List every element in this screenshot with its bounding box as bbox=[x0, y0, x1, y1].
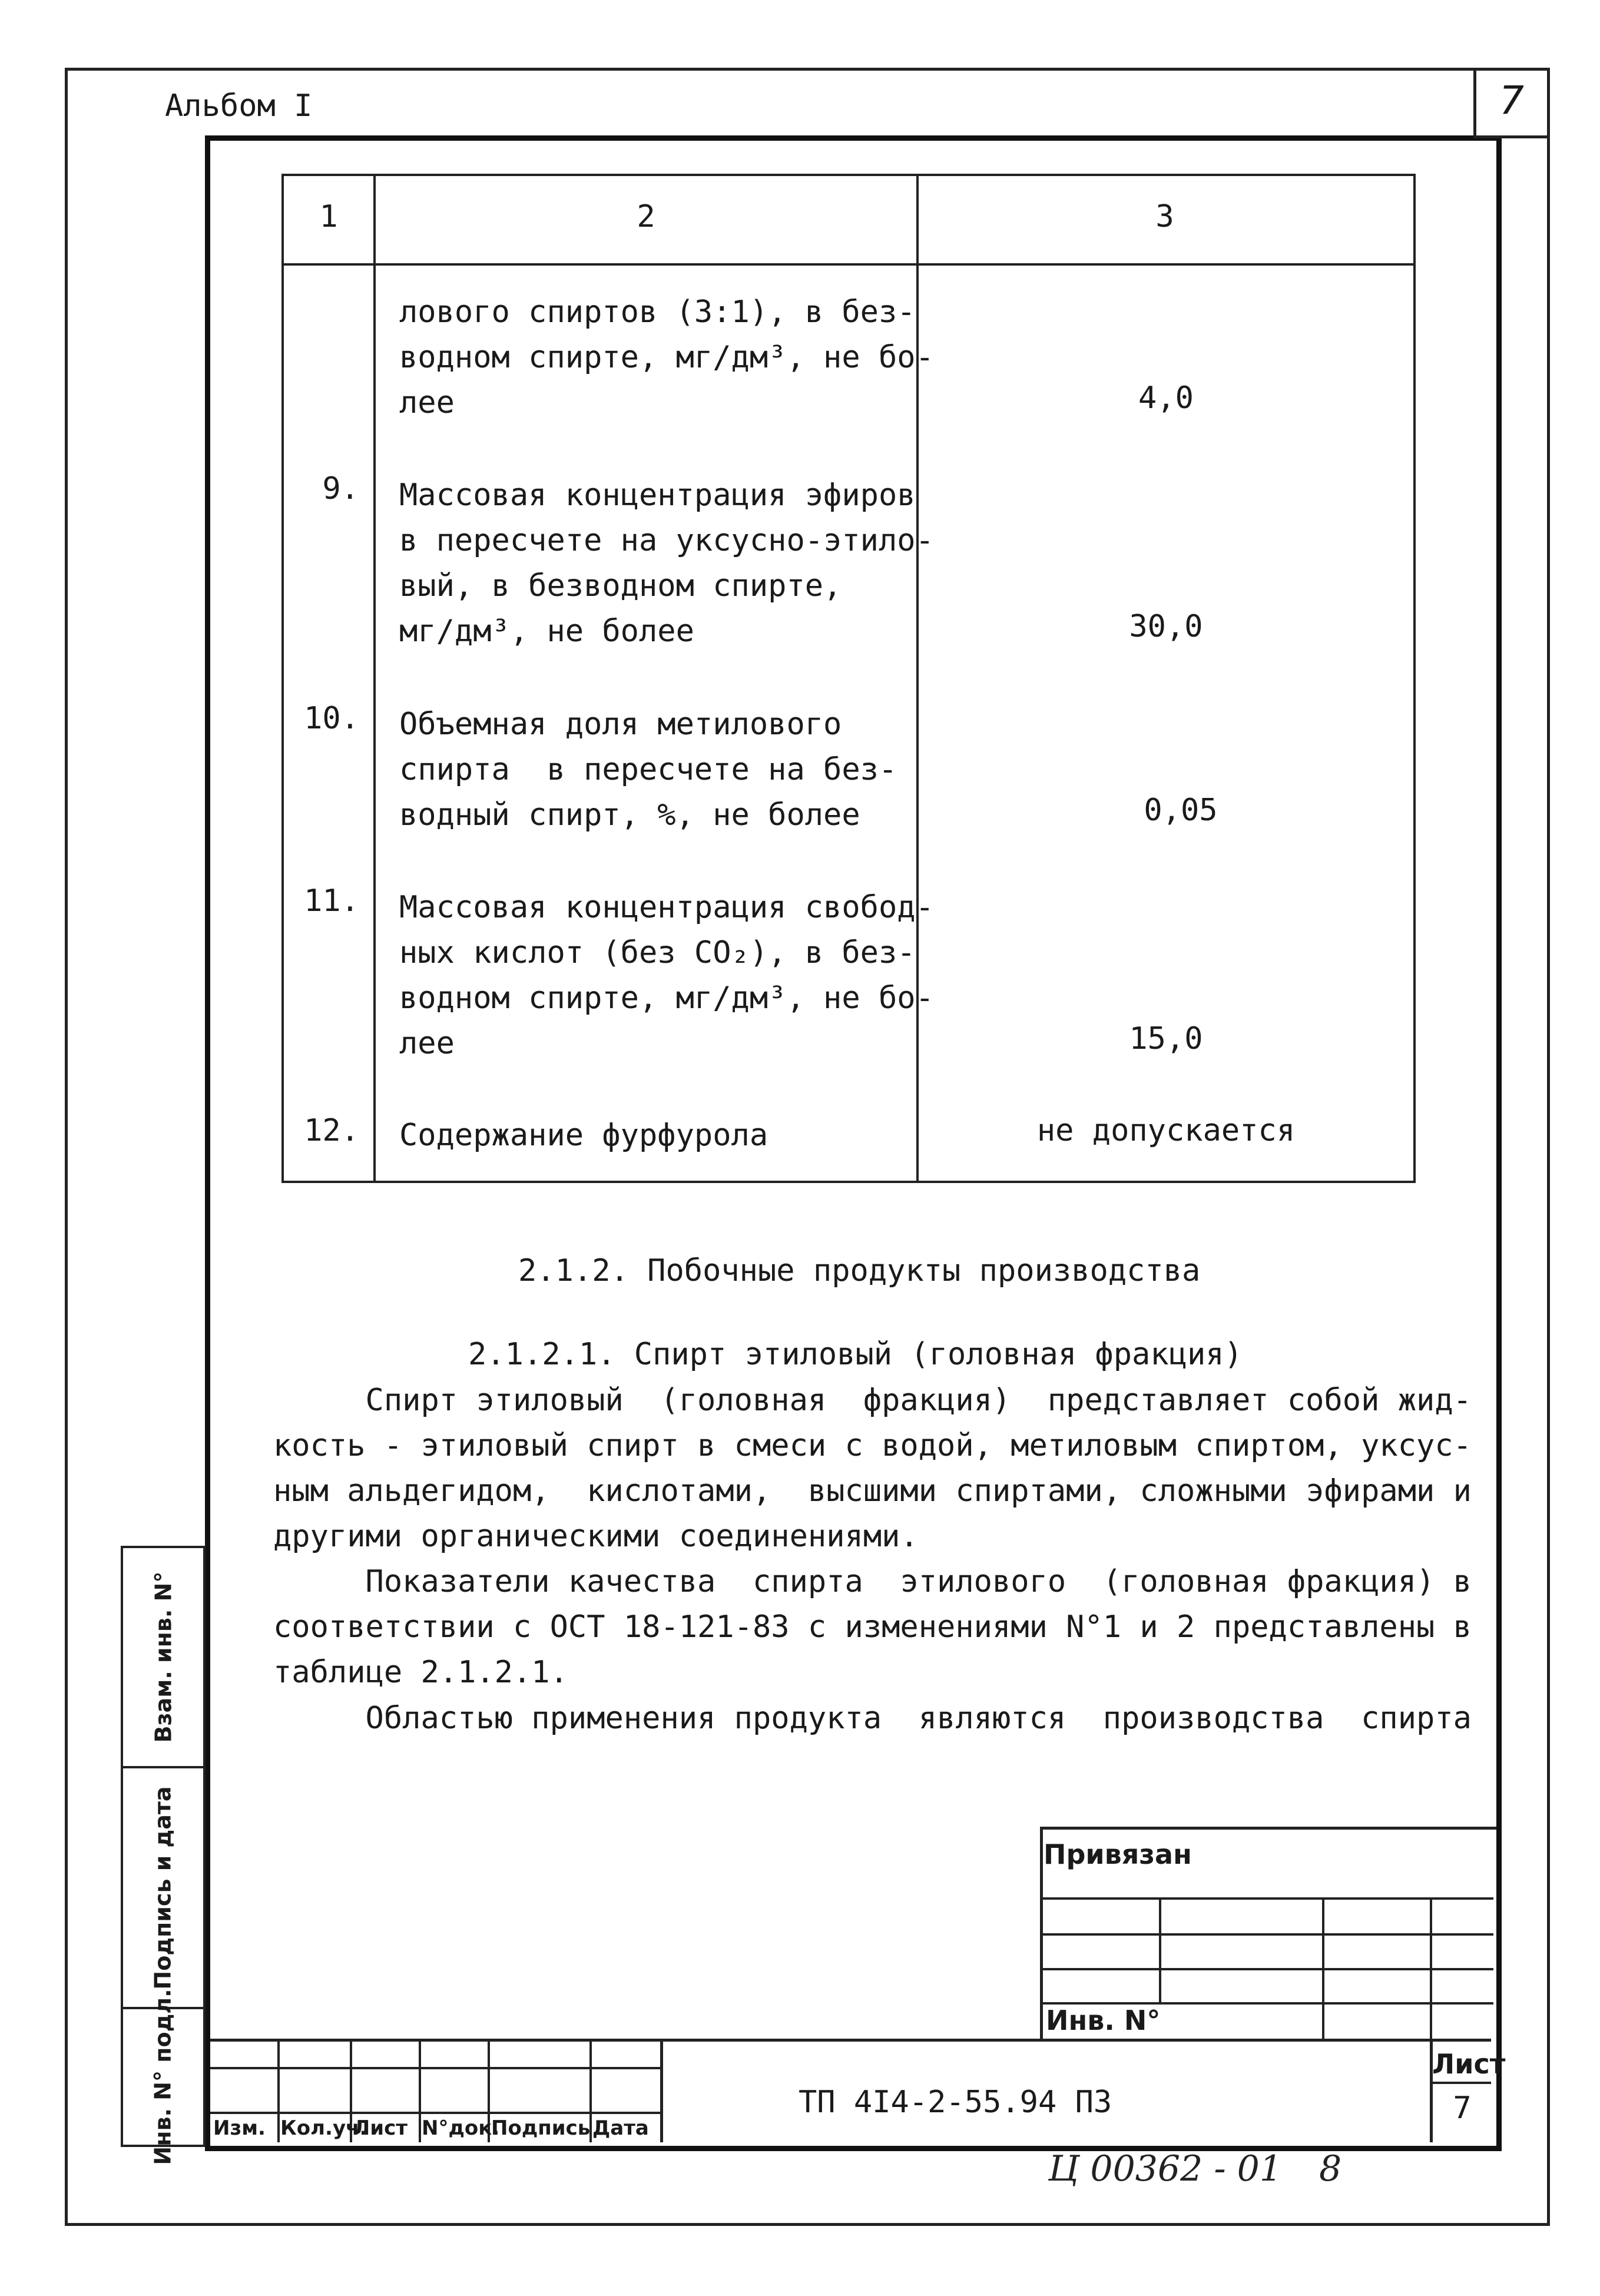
sheet-label: Лист bbox=[1432, 2048, 1506, 2080]
page-number-corner: 7 bbox=[1473, 68, 1547, 138]
col-label-sheet: Лист bbox=[353, 2116, 408, 2140]
table-row-4-text: Содержание фурфурола bbox=[399, 1118, 768, 1153]
table-header-divider bbox=[281, 263, 1413, 266]
section-heading-2-1-2-1: 2.1.2.1. Спирт этиловый (головная фракция) bbox=[468, 1337, 1243, 1372]
table-row-4-num: 12. bbox=[304, 1113, 359, 1148]
table-row-3-value: 15,0 bbox=[1129, 1021, 1203, 1056]
table-row-3-text: Массовая концентрация свобод- ных кислот (без CO₂), в без- водном спирте, мг/дм³, не бо- лее bbox=[399, 890, 934, 1061]
col-label-qty: Кол.уч. bbox=[280, 2116, 367, 2140]
paragraph-quality: Показатели качества спирта этилового (головная фракция) в соответствии с ОСТ 18-121-83 с изменениями N°1 и 2 представлены в таблице 2.1.2.1. bbox=[273, 1564, 1472, 1690]
album-label: Альбом I bbox=[165, 88, 313, 124]
table-row-1-num: 9. bbox=[322, 471, 359, 506]
table-header-col1: 1 bbox=[319, 199, 338, 234]
sheet-number: 7 bbox=[1453, 2090, 1472, 2126]
paragraph-application: Областью применения продукта являются производства спирта bbox=[273, 1701, 1472, 1736]
table-row-1-text: Массовая концентрация эфиров в пересчете на уксусно-этило- вый, в безводном спирте, мг/дм³, не более bbox=[399, 478, 934, 649]
table-row-2-num: 10. bbox=[304, 701, 359, 736]
inv-label: Инв. N° bbox=[1046, 2005, 1161, 2036]
table-header-col3: 3 bbox=[1155, 199, 1174, 234]
bound-label: Привязан bbox=[1044, 1838, 1192, 1870]
handwritten-archive-code: Ц 00362 - 01 bbox=[1048, 2148, 1283, 2189]
stamp-original-inv: Инв. N° подл. bbox=[121, 2007, 206, 2147]
section-heading-2-1-2: 2.1.2. Побочные продукты производства bbox=[518, 1253, 1201, 1288]
table-row-0-value: 4,0 bbox=[1138, 380, 1194, 416]
table-row-2-text: Объемная доля метилового спирта в пересчете на без- водный спирт, %, не более bbox=[399, 707, 897, 833]
col-label-signature: Подпись bbox=[491, 2116, 591, 2140]
table-row-4-value: не допускается bbox=[1036, 1113, 1296, 1148]
table-row-3-num: 11. bbox=[304, 883, 359, 919]
paragraph-description: Спирт этиловый (головная фракция) представляет собой жид- кость - этиловый спирт в смеси с водой, метиловым спиртом, уксус- ным альдегидом, кислотами, высшими спиртами, сложными эфирами и другими органическими соединениями. bbox=[273, 1383, 1472, 1554]
table-col-divider-1 bbox=[373, 174, 376, 1181]
table-row-2-value: 0,05 bbox=[1144, 793, 1218, 828]
col-label-date: Дата bbox=[592, 2116, 649, 2140]
table-row-0-text: лового спиртов (3:1), в без- водном спирте, мг/дм³, не бо- лее bbox=[399, 294, 934, 420]
table-row-1-value: 30,0 bbox=[1129, 609, 1203, 644]
document-designation: ТП 4I4-2-55.94 ПЗ bbox=[799, 2085, 1112, 2120]
col-label-change: Изм. bbox=[213, 2116, 266, 2140]
stamp-signature-date: Подпись и дата bbox=[121, 1766, 206, 2009]
col-label-doc: N°док. bbox=[422, 2116, 500, 2140]
table-header-col2: 2 bbox=[637, 199, 655, 234]
handwritten-number: 8 bbox=[1319, 2148, 1342, 2189]
stamp-replacement-inv: Взам. инв. N° bbox=[121, 1546, 206, 1768]
